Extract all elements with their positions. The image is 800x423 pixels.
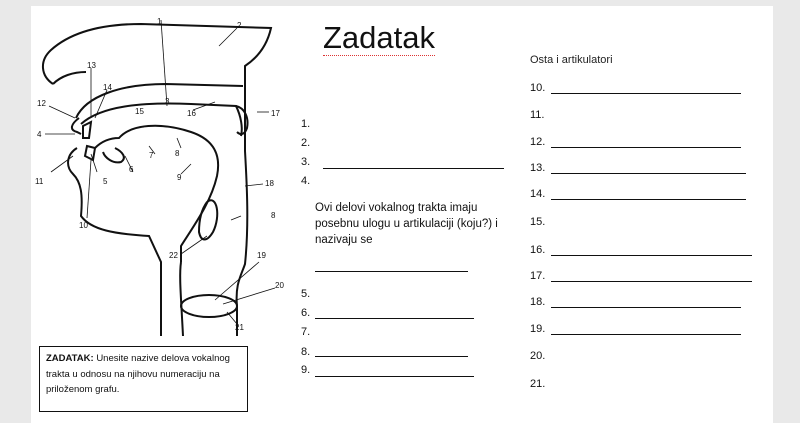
answer-number-18: 18.: [530, 296, 546, 308]
answer-number-4: 4.: [301, 175, 311, 187]
answer-number-12: 12.: [530, 136, 546, 148]
diagram-label-20: 20: [275, 281, 284, 290]
answer-line-9[interactable]: [315, 376, 474, 377]
diagram-label-8: 8: [175, 149, 180, 158]
answer-number-19: 19.: [530, 323, 546, 335]
diagram-label-14: 14: [103, 83, 112, 92]
diagram-label-5: 5: [103, 177, 108, 186]
answer-number-13: 13.: [530, 162, 546, 174]
answer-line-3[interactable]: [323, 168, 504, 169]
answer-number-7: 7.: [301, 326, 311, 338]
worksheet-page: [31, 6, 773, 423]
diagram-label-12: 12: [37, 99, 46, 108]
answer-line-14[interactable]: [551, 199, 746, 200]
answer-number-11: 11.: [530, 109, 545, 121]
answer-line-19[interactable]: [551, 334, 741, 335]
diagram-label-1: 1: [157, 17, 162, 26]
task-text: Unesite nazive delova vokalnog trakta u odnosu na njihovu numeraciju na priloženom grafu.: [46, 353, 230, 395]
answer-number-20: 20.: [530, 350, 546, 362]
diagram-label-21: 21: [235, 323, 244, 332]
diagram-label-9: 9: [177, 173, 182, 182]
instruction-paragraph: Ovi delovi vokalnog trakta imaju posebnu ulogu u artikulaciji (koju?) i nazivaju se: [315, 202, 498, 246]
diagram-label-11: 11: [35, 177, 44, 186]
diagram-label-13: 13: [87, 61, 96, 70]
answer-number-5: 5.: [301, 288, 311, 300]
answer-line-8[interactable]: [315, 356, 468, 357]
task-heading: ZADATAK:: [46, 353, 94, 364]
diagram-label-10: 10: [79, 221, 88, 230]
answer-line-17[interactable]: [551, 281, 752, 282]
diagram-label-18: 18: [265, 179, 274, 188]
answer-line-12[interactable]: [551, 147, 741, 148]
answer-line-10[interactable]: [551, 93, 741, 94]
answer-number-8: 8.: [301, 346, 311, 358]
answer-line-18[interactable]: [551, 307, 741, 308]
answer-number-3: 3.: [301, 156, 311, 168]
page-title: Zadatak: [323, 20, 436, 55]
task-instructions-box: [39, 346, 248, 412]
diagram-label-3: 3: [165, 97, 170, 106]
answer-number-6: 6.: [301, 307, 311, 319]
answer-line-paragraph[interactable]: [315, 271, 468, 272]
diagram-label-2: 2: [237, 21, 242, 30]
diagram-label-15: 15: [135, 107, 144, 116]
answer-number-9: 9.: [301, 364, 311, 376]
right-column-label: Osta i artikulatori: [530, 54, 613, 66]
answer-number-17: 17.: [530, 270, 546, 282]
answer-number-14: 14.: [530, 188, 546, 200]
answer-number-1: 1.: [301, 118, 311, 130]
diagram-label-6: 6: [129, 165, 134, 174]
answer-line-6[interactable]: [315, 318, 474, 319]
diagram-label-22: 22: [169, 251, 178, 260]
diagram-label-19: 19: [257, 251, 266, 260]
answer-number-15: 15.: [530, 216, 546, 228]
answer-number-21: 21.: [530, 378, 546, 390]
diagram-label-7: 7: [149, 151, 154, 160]
answer-number-2: 2.: [301, 137, 311, 149]
diagram-label-8b: 8: [271, 211, 276, 220]
vocal-tract-diagram: [31, 6, 321, 346]
answer-number-16: 16.: [530, 244, 546, 256]
answer-line-16[interactable]: [551, 255, 752, 256]
answer-line-13[interactable]: [551, 173, 746, 174]
answer-number-10: 10.: [530, 82, 546, 94]
diagram-label-17: 17: [271, 109, 280, 118]
diagram-label-4: 4: [37, 130, 42, 139]
diagram-label-16: 16: [187, 109, 196, 118]
